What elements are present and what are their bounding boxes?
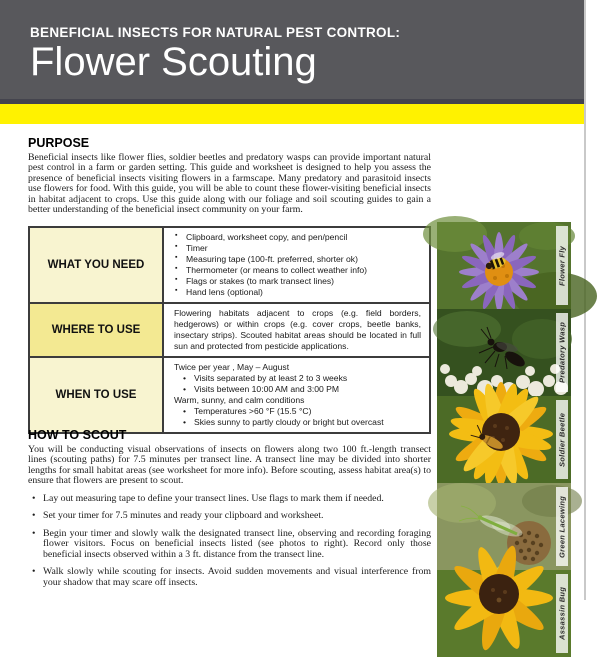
- table-row-what-you-need: [30, 228, 429, 304]
- flower-fly-photo-illustration: [437, 222, 571, 309]
- list-item: • Lay out measuring tape to define your transect lines. Use flags to mark them if needed.: [28, 494, 431, 504]
- photo-assassin-bug: [437, 570, 571, 657]
- when-list: [174, 362, 421, 428]
- row-label-when-to-use: WHEN TO USE: [30, 358, 164, 432]
- list-item: ▪ Timer: [174, 243, 421, 254]
- photo-label-assassin-bug: Assassin Bug: [556, 574, 568, 653]
- scout-bullet-list: [28, 494, 431, 588]
- list-item: Twice per year , May – August: [174, 362, 290, 372]
- yellow-accent-bar: [0, 104, 584, 124]
- masthead-kicker: BENEFICIAL INSECTS FOR NATURAL PEST CONTROL:: [30, 25, 401, 40]
- where-to-use-text: Flowering habitats adjacent to crops (e.g. field borders, hedgerows) or within crops (e.g. cover crops, beetle banks, insectary strips). Scouted habitat areas should be located in full sun and protected from pesticide applications.: [174, 308, 421, 351]
- table-row-where-to-use: [30, 304, 429, 358]
- page-title: Flower Scouting: [30, 40, 317, 84]
- need-list: [174, 232, 421, 298]
- list-item: • Skies sunny to partly cloudy or bright but overcast: [174, 417, 421, 428]
- list-item: • Visits between 10:00 AM and 3:00 PM: [174, 384, 421, 395]
- photo-predatory-wasp: [437, 309, 571, 396]
- how-to-scout-intro: You will be conducting visual observations of insects on flowers along two 100 ft.-length transect lines (scouting paths) for 7.5 minutes per transect line. A transect line may be divided into shorter lengths for small habitat areas (see worksheet for more info). Before scouting, assess habitat area(s) to ensure that flowers are present to scout.: [28, 444, 431, 487]
- list-item: ▪ Measuring tape (100-ft. preferred, shorter ok): [174, 254, 421, 265]
- photo-label-green-lacewing: Green Lacewing: [556, 487, 568, 566]
- insect-photo-sidebar: [437, 222, 571, 657]
- list-item: ▪ Clipboard, worksheet copy, and pen/pencil: [174, 232, 421, 243]
- how-to-scout-heading: HOW TO SCOUT: [28, 428, 127, 442]
- list-item: • Visits separated by at least 2 to 3 weeks: [174, 373, 421, 384]
- list-item: ▪ Hand lens (optional): [174, 287, 421, 298]
- row-content-when-to-use: [164, 358, 429, 432]
- list-item: • Begin your timer and slowly walk the designated transect line, observing and recording foraging flower visitors. Focus on beneficial insects listed (see photos to right). Record only those beneficial insects observed within a 3 ft. distance from the transect line.: [28, 529, 431, 560]
- how-to-scout-section: [28, 428, 431, 595]
- row-content-what-you-need: [164, 228, 429, 302]
- photo-label-flower-fly: Flower Fly: [556, 226, 568, 305]
- purpose-heading: PURPOSE: [28, 136, 90, 150]
- table-row-when-to-use: [30, 358, 429, 432]
- purpose-section: [28, 136, 431, 216]
- list-item: Warm, sunny, and calm conditions: [174, 395, 305, 405]
- list-item: ▪ Thermometer (or means to collect weather info): [174, 265, 421, 276]
- row-label-what-you-need: WHAT YOU NEED: [30, 228, 164, 302]
- assassin-bug-photo-illustration: [437, 570, 571, 657]
- soldier-beetle-photo-illustration: [437, 396, 571, 483]
- row-content-where-to-use: [164, 304, 429, 356]
- predatory-wasp-photo-illustration: [437, 309, 571, 396]
- purpose-body: Beneficial insects like flower flies, soldier beetles and predatory wasps can provide important natural pest control in a farm or garden setting. This guide and worksheet is designed to help you assess the presence of beneficial insects visiting flowers in a farmscape. Many predatory and parasitoid insects use flowers for food. With this guide, you will be able to count these flower-visiting beneficial insects in habitat adjacent to crops. Use this guide along with our foliage and soil scouting guides to gain a better understanding of the beneficial insect community on your farm.: [28, 152, 431, 216]
- list-item: • Walk slowly while scouting for insects. Avoid sudden movements and visual interference from your shadow that may scare off insects.: [28, 567, 431, 588]
- photo-flower-fly: [437, 222, 571, 309]
- row-label-where-to-use: WHERE TO USE: [30, 304, 164, 356]
- list-item: ▪ Flags or stakes (to mark transect lines): [174, 276, 421, 287]
- photo-label-soldier-beetle: Soldier Beetle: [556, 400, 568, 479]
- photo-label-predatory-wasp: Predatory Wasp: [556, 313, 568, 392]
- list-item: • Set your timer for 7.5 minutes and ready your clipboard and worksheet.: [28, 511, 431, 521]
- list-item: • Temperatures >60 °F (15.5 °C): [174, 406, 421, 417]
- photo-soldier-beetle: [437, 396, 571, 483]
- masthead: [0, 0, 584, 99]
- info-table: [28, 226, 431, 434]
